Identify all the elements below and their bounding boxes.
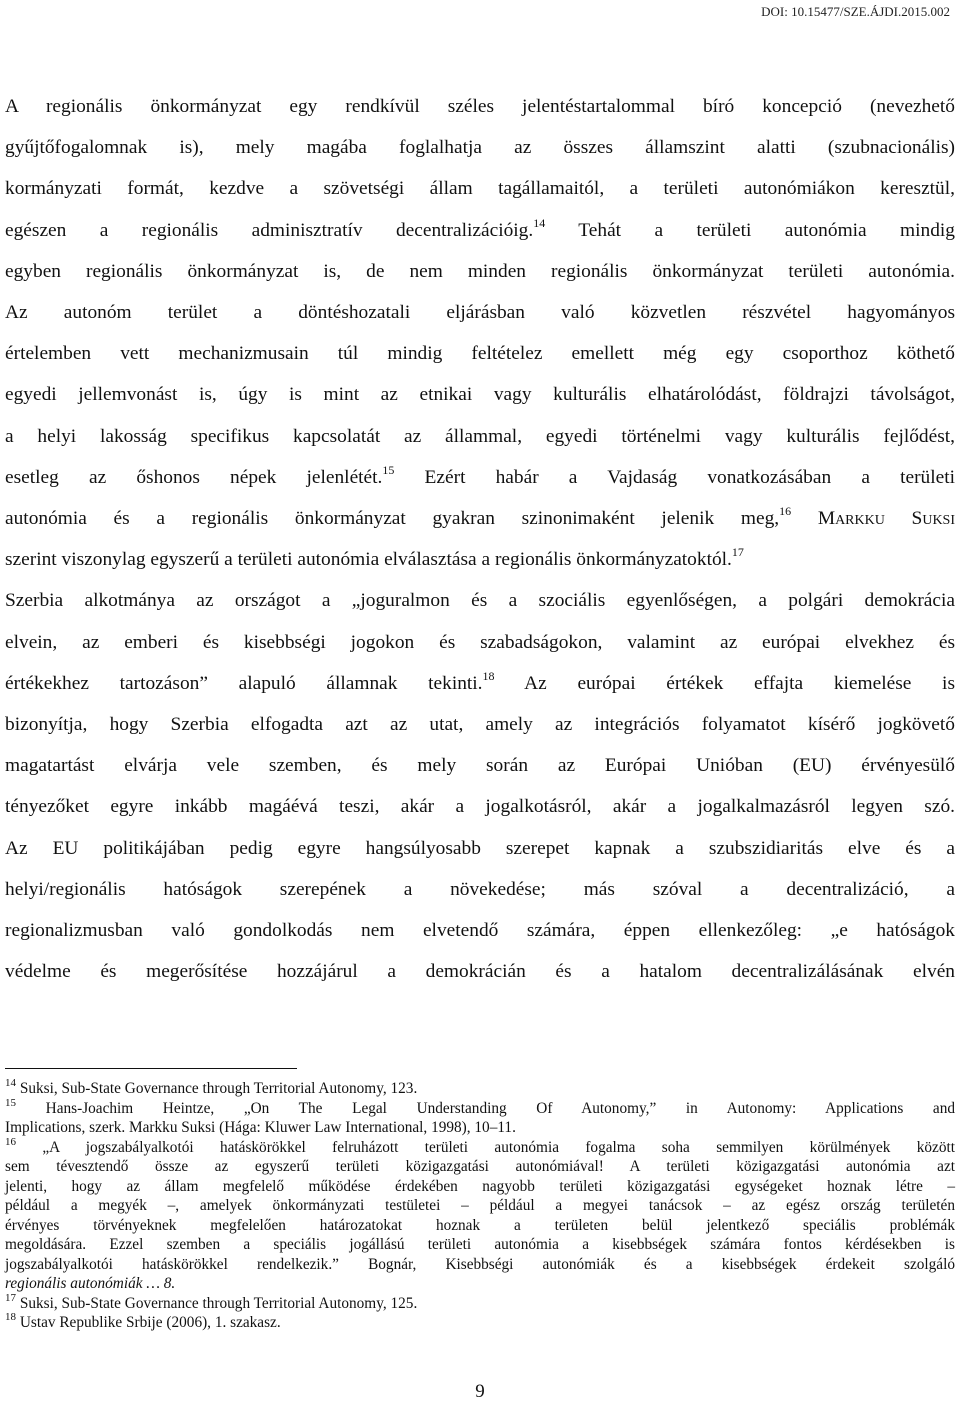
text-line: A regionális önkormányzat egy rendkívül széles jelentéstartalommal bíró koncepció (nevezhető: [5, 96, 955, 117]
footnote-line: [5, 1291, 955, 1314]
text-line: egyedi jellemvonást is, úgy is mint az etnikai vagy kulturális elhatárolódást, földrajzi távolságot,: [5, 384, 955, 406]
footnote-separator: [5, 1068, 297, 1069]
footnote-line: Implications, szerk. Markku Suksi (Hága: Kluwer Law International, 1998), 10‒11.: [5, 1119, 516, 1136]
paragraph-2: [5, 580, 955, 992]
text-line: regionalizmusban való gondolkodás nem elvetendő számára, éppen ellenkezőleg: „e hatóságok: [5, 920, 955, 942]
footnote-16: [5, 1135, 955, 1294]
footnote-line: [5, 1135, 955, 1158]
text-line: bizonyítja, hogy Szerbia elfogadta azt az utat, amely az integrációs folyamatot kísérő jogkövető: [5, 714, 955, 736]
text-span: értékekhez tartozáson” alapuló államnak tekinti.: [5, 672, 483, 694]
text-span: egészen a regionális adminisztratív decentralizációig.: [5, 219, 534, 241]
text-line: magatartást elvárja vele szemben, és mely során az Európai Unióban (EU) érvényesülő: [5, 755, 955, 777]
text-line: elvein, az emberi és kisebbségi jogokon és szabadságokon, valamint az európai elvekhez és: [5, 631, 955, 653]
footnote-number: 18: [5, 1311, 16, 1323]
text-line: értelemben vett mechanizmusain túl mindig feltételez emellett még egy csoporthoz köthető: [5, 343, 955, 365]
footnote-line: például a megyék –, amelyek önkormányzati testületei – például a megyei tanácsok – az egész ország területén: [5, 1197, 955, 1214]
footnote-text: Hans-Joachim Heintze, „On The Legal Understanding Of Autonomy,” in Autonomy: Applications and: [45, 1099, 955, 1117]
footnote-line: [5, 1096, 955, 1119]
text-line: egyben regionális önkormányzat is, de nem minden regionális önkormányzat területi autonómia.: [5, 260, 955, 282]
text-line: kormányzati formát, kezdve a szövetségi állam tagállamaitól, a területi autonómiákon keresztül,: [5, 178, 955, 200]
body-text: [5, 86, 955, 992]
text-span: Tehát a területi autonómia mindig: [545, 219, 955, 241]
text-line: [5, 210, 955, 251]
footnote-ref-17[interactable]: 17: [731, 545, 744, 560]
footnote-line: [5, 1313, 955, 1333]
text-line: [5, 498, 955, 539]
text-span: Az európai értékek effajta kiemelése is: [494, 672, 955, 694]
footnote-text: „A jogszabályalkotói hatáskörökkel felruházott területi autonómia fogalma soha semmilyen körülmények között: [42, 1138, 955, 1156]
footnote-text: Ustav Republike Srbije (2006), 1. szakasz.: [19, 1314, 281, 1331]
footnote-line: jogszabályalkotói hatáskörökkel rendelkezik.” Bognár, Kisebbségi autonómiák és a kisebbségek érdekeit szolgáló: [5, 1255, 955, 1273]
text-span: szerint viszonylag egyszerű a területi autonómia elválasztása a regionális önkormányzatoktól.: [5, 549, 732, 571]
paragraph-1: [5, 86, 955, 580]
page-number: 9: [475, 1381, 485, 1402]
footnotes: [5, 1079, 955, 1333]
doi-header: DOI: 10.15477/SZE.ÁJDI.2015.002: [761, 4, 950, 19]
text-line: [5, 457, 955, 498]
footnote-line: regionális autonómiák … 8.: [5, 1275, 176, 1292]
footnote-line: jelenti, hogy az állam megfelelő működése érdekében nagyobb területi közigazgatási egységeket hoznak létre –: [5, 1177, 955, 1195]
footnote-line: [5, 1079, 955, 1099]
footnote-number: 15: [5, 1096, 16, 1109]
footnote-text: Suksi, Sub-State Governance through Territorial Autonomy, 123.: [19, 1080, 418, 1097]
footnote-line: sem tévesztendő össze az egyszerű területi közigazgatási autonómiával! A területi közigazgatási autonómia azt: [5, 1158, 955, 1175]
author-name: Markku Suksi: [791, 508, 955, 530]
footnote-number: 17: [5, 1291, 16, 1304]
footnote-line: megoldására. Ezzel szemben a speciális jogállású területi autonómia a kisebbségek számára fontos kérdésekben is: [5, 1236, 955, 1253]
footnote-ref-16[interactable]: 16: [779, 504, 792, 519]
footnote-text: Suksi, Sub-State Governance through Territorial Autonomy, 125.: [19, 1294, 418, 1312]
text-line: védelme és megerősítése hozzájárul a demokrácián és a hatalom decentralizálásának elvén: [5, 961, 955, 983]
text-span: esetleg az őshonos népek jelenlétét.: [5, 466, 383, 488]
text-line: Az EU politikájában pedig egyre hangsúlyosabb szerepet kapnak a szubszidiaritás elve és a: [5, 837, 955, 859]
footnote-17: [5, 1291, 955, 1314]
footnote-line: érvényes törvényeknek megfelelően határozatokat hoznak a területen belül jelentkező speciális problémák: [5, 1216, 955, 1234]
text-line: gyűjtőfogalomnak is), mely magába foglalhatja az összes államszint alatti (szubnacionális): [5, 137, 955, 159]
footnote-15: [5, 1096, 955, 1138]
footnote-ref-14[interactable]: 14: [533, 215, 546, 230]
text-span: autonómia és a regionális önkormányzat gyakran szinonimaként jelenik meg,: [5, 508, 780, 530]
text-line: [5, 539, 955, 580]
text-span: Ezért habár a Vajdaság vonatkozásában a területi: [394, 466, 955, 488]
footnote-18: [5, 1313, 955, 1333]
footnote-number: 14: [5, 1077, 16, 1089]
text-line: helyi/regionális hatóságok szerepének a növekedése; más szóval a decentralizáció, a: [5, 878, 955, 900]
text-line: Az autonóm terület a döntéshozatali eljárásban való közvetlen részvétel hagyományos: [5, 302, 955, 324]
text-line: Szerbia alkotmánya az országot a „joguralmon és a szociális egyenlőségen, a polgári demokrácia: [5, 590, 955, 612]
footnote-number: 16: [5, 1135, 16, 1148]
footnote-ref-15[interactable]: 15: [382, 462, 395, 477]
text-line: a helyi lakosság specifikus kapcsolatát az állammal, egyedi történelmi vagy kulturális fejlődést,: [5, 425, 955, 447]
footnote-ref-18[interactable]: 18: [482, 668, 495, 683]
text-line: tényezőket egyre inkább magáévá teszi, akár a jogalkotásról, akár a jogalkalmazásról legyen szó.: [5, 796, 955, 818]
text-line: [5, 663, 955, 704]
footnote-14: [5, 1079, 955, 1099]
